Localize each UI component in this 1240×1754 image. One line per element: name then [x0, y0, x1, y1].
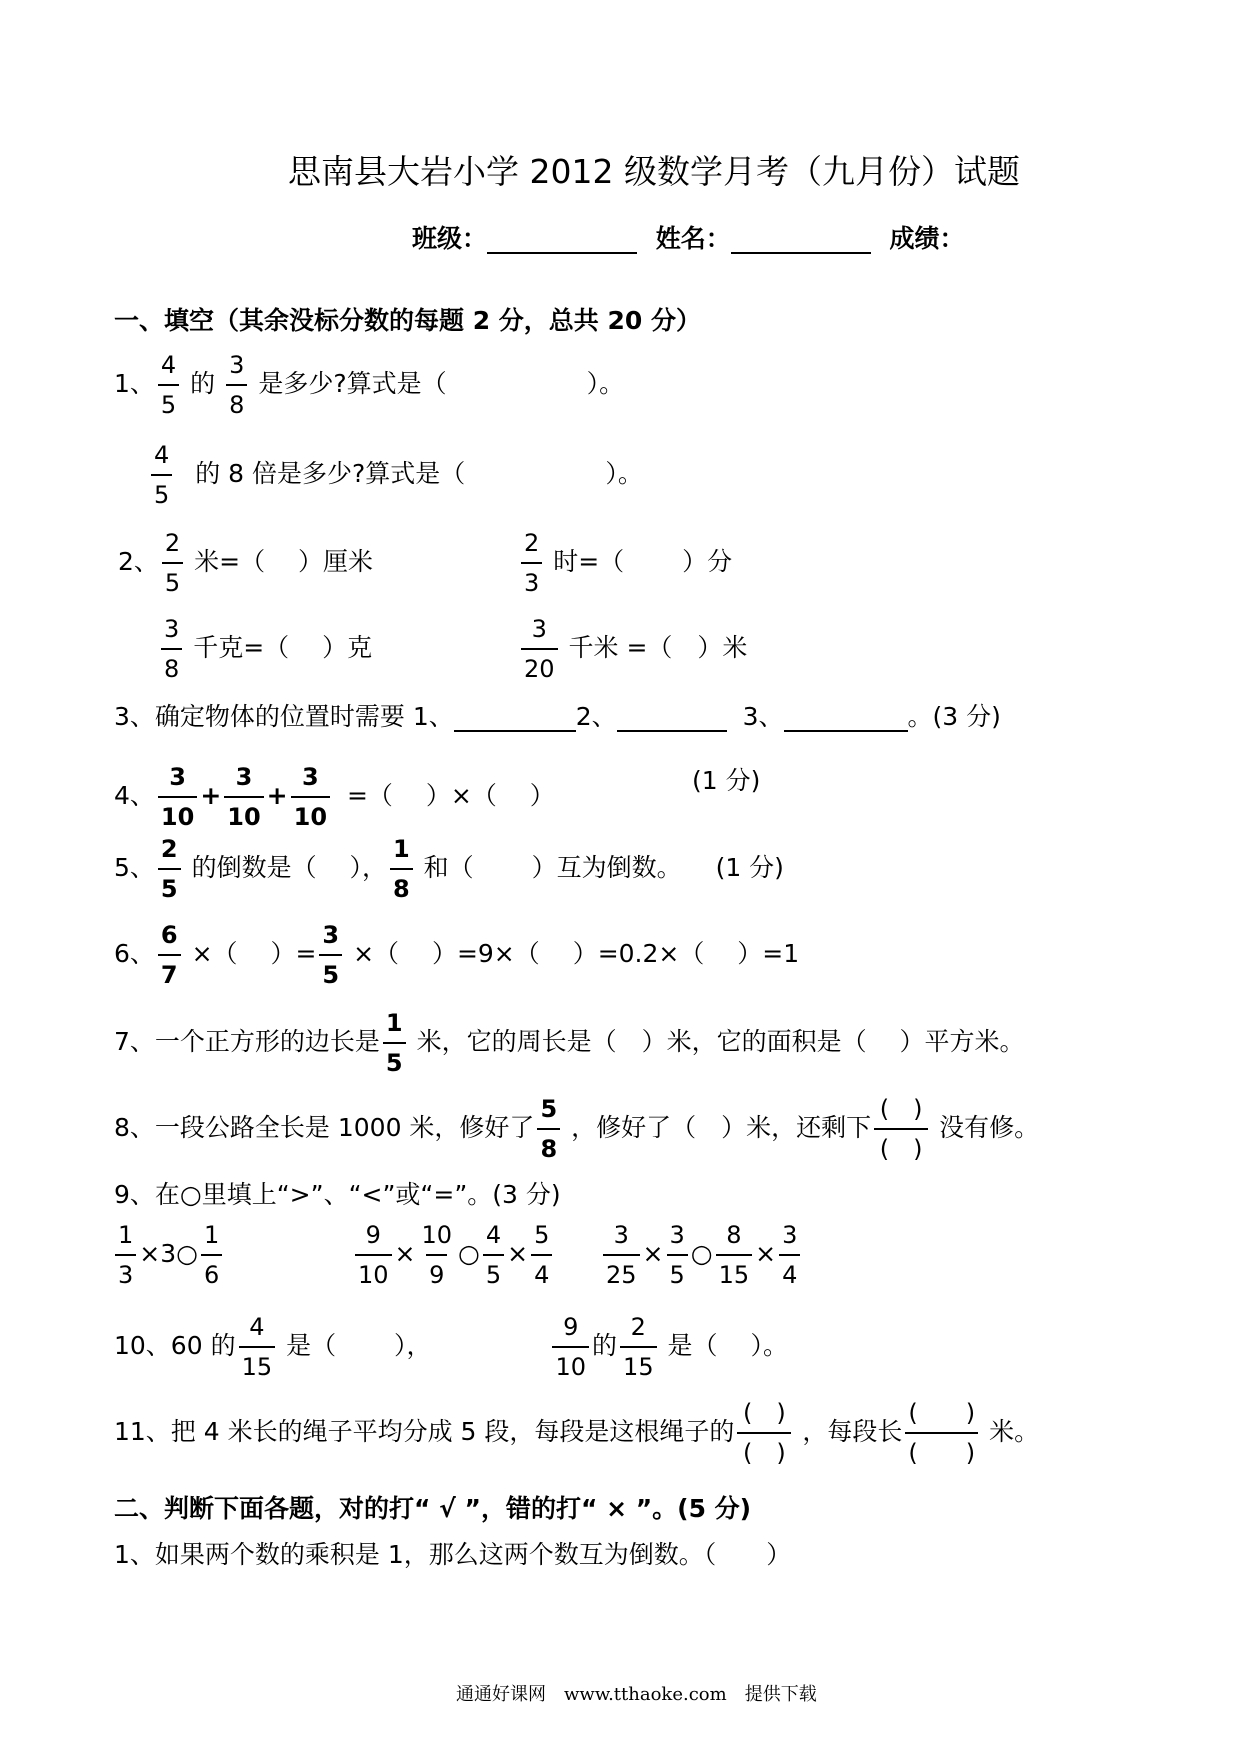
- fraction: $\frac{3}{10}$: [224, 762, 263, 832]
- question-number: 1、: [114, 369, 155, 398]
- question-2c: [158, 614, 372, 684]
- fraction: $\frac{2}{3}$: [521, 528, 542, 598]
- fraction: $\frac{1}{6}$: [201, 1220, 222, 1290]
- text: 是（ ），: [286, 1331, 432, 1360]
- text: ，修好了（ ）米，还剩下: [571, 1113, 872, 1142]
- score-label: 成绩：: [889, 224, 965, 253]
- fraction: $\frac{1}{5}$: [383, 1008, 406, 1078]
- question-4: [114, 762, 555, 832]
- answer-line[interactable]: [454, 704, 576, 732]
- class-label: 班级：: [412, 224, 488, 253]
- class-field[interactable]: [487, 226, 637, 254]
- text: 和（ ）互为倒数。: [423, 853, 682, 882]
- question-2b: [518, 528, 732, 598]
- fraction: $\frac{2}{5}$: [162, 528, 183, 598]
- answer-line[interactable]: [784, 704, 908, 732]
- section1-heading: 一、填空（其余没标分数的每题 2 分，总共 20 分）: [114, 306, 702, 335]
- question-8: [114, 1094, 1039, 1164]
- text: 的: [190, 369, 216, 398]
- plus-sign: +: [266, 781, 288, 810]
- answer-line[interactable]: [617, 704, 727, 732]
- fraction: $\frac{4}{5}$: [151, 440, 172, 510]
- fraction: $\frac{3}{8}$: [226, 350, 247, 420]
- times-sign: ×: [642, 1239, 664, 1268]
- question-number: 5、: [114, 853, 155, 882]
- fraction: $\frac{9}{10}$: [355, 1220, 392, 1290]
- text: 千克=（ ）克: [193, 633, 373, 662]
- text: 3、: [742, 702, 784, 731]
- fraction: $\frac{6}{7}$: [158, 920, 181, 990]
- question-number: 2、: [118, 547, 159, 576]
- text: 2、: [575, 702, 617, 731]
- name-field[interactable]: [731, 226, 871, 254]
- text: ，每段长: [802, 1417, 903, 1446]
- judgement-question-1: 1、如果两个数的乘积是 1，那么这两个数互为倒数。（ ）: [114, 1540, 792, 1569]
- blank-fraction[interactable]: $\frac{( )}{( )}$: [737, 1398, 791, 1468]
- question-5: [114, 834, 784, 904]
- text: ×（ ）=: [191, 939, 317, 968]
- question-number: 4、: [114, 781, 155, 810]
- text: 8、一段公路全长是 1000 米，修好了: [114, 1113, 535, 1142]
- question-6: [114, 920, 799, 990]
- question-11: [114, 1398, 1039, 1468]
- name-label: 姓名：: [655, 224, 731, 253]
- text: 的 8 倍是多少?算式是（: [195, 459, 466, 488]
- fraction: $\frac{3}{8}$: [161, 614, 182, 684]
- section2-heading: 二、判断下面各题，对的打“ √ ”，错的打“ × ”。(5 分): [114, 1494, 752, 1523]
- student-info-row: [412, 224, 964, 254]
- footer-credit: 通通好课网 www.tthaoke.com 提供下载: [456, 1684, 817, 1705]
- fraction: $\frac{1}{8}$: [390, 834, 413, 904]
- times-sign: ×: [394, 1239, 416, 1268]
- compare-circle[interactable]: ×3○: [139, 1239, 198, 1268]
- compare-circle[interactable]: ○: [690, 1239, 713, 1268]
- fraction: $\frac{3}{5}$: [667, 1220, 688, 1290]
- question-9: 9、在○里填上“>”、“<”或“=”。(3 分): [114, 1180, 561, 1209]
- fraction: $\frac{2}{5}$: [158, 834, 181, 904]
- fraction: $\frac{10}{9}$: [421, 1221, 453, 1289]
- text: 。(3 分): [907, 702, 1001, 731]
- text: ）。: [586, 369, 625, 398]
- fraction: $\frac{1}{3}$: [115, 1220, 136, 1290]
- fraction: $\frac{3}{10}$: [158, 762, 197, 832]
- fraction: $\frac{4}{5}$: [158, 350, 179, 420]
- fraction: $\frac{8}{15}$: [716, 1220, 753, 1290]
- page-title: 思南县大岩小学 2012 级数学月考（九月份）试题: [288, 152, 1020, 191]
- text: ×（ ）=9×（ ）=0.2×（ ）=1: [353, 939, 800, 968]
- question-number: 6、: [114, 939, 155, 968]
- question-1b: [148, 440, 643, 510]
- compare-circle[interactable]: ○: [458, 1239, 480, 1268]
- text: 米=（ ）厘米: [194, 547, 374, 576]
- score-note: (1 分): [715, 853, 784, 882]
- question-1a: [114, 350, 624, 420]
- fraction: $\frac{4}{15}$: [239, 1312, 276, 1382]
- question-3: [114, 702, 1001, 732]
- text: 11、把 4 米长的绳子平均分成 5 段，每段是这根绳子的: [114, 1417, 735, 1446]
- plus-sign: +: [200, 781, 222, 810]
- comparison-group-2: [352, 1220, 555, 1290]
- fraction: $\frac{3}{25}$: [603, 1220, 640, 1290]
- times-sign: ×: [755, 1239, 777, 1268]
- text: 米，它的周长是（ ）米，它的面积是（ ）平方米。: [416, 1027, 1025, 1056]
- question-2a: [118, 528, 373, 598]
- times-sign: ×: [507, 1239, 529, 1268]
- question-2d: [518, 614, 747, 684]
- text: 是（ ）。: [667, 1331, 788, 1360]
- question-7: [114, 1008, 1025, 1078]
- text: 是多少?算式是（: [258, 369, 447, 398]
- fraction: $\frac{5}{4}$: [531, 1220, 552, 1290]
- text: 10、60 的: [114, 1331, 236, 1360]
- text: 3、确定物体的位置时需要 1、: [114, 702, 454, 731]
- text: 的倒数是（ ），: [191, 853, 388, 882]
- text: 时=（ ）分: [553, 547, 733, 576]
- score-note: (1 分): [692, 766, 761, 795]
- comparison-group-1: [112, 1220, 225, 1290]
- text: 千米 =（ ）米: [568, 633, 748, 662]
- fraction: $\frac{3}{10}$: [291, 762, 330, 832]
- fraction: $\frac{3}{5}$: [319, 920, 342, 990]
- fraction: $\frac{4}{5}$: [483, 1220, 504, 1290]
- fraction: $\frac{9}{10}$: [552, 1312, 589, 1382]
- text: 7、一个正方形的边长是: [114, 1027, 380, 1056]
- text: =（ ）×（ ）: [346, 781, 555, 810]
- text: 米。: [989, 1417, 1040, 1446]
- blank-fraction[interactable]: $\frac{( )}{( )}$: [874, 1094, 928, 1164]
- fraction: $\frac{3}{4}$: [779, 1220, 800, 1290]
- fraction: $\frac{3}{20}$: [521, 614, 558, 684]
- blank-fraction[interactable]: $\frac{( )}{( )}$: [905, 1398, 978, 1468]
- text: 的: [592, 1331, 618, 1360]
- fraction: $\frac{5}{8}$: [537, 1094, 560, 1164]
- fraction: $\frac{2}{15}$: [620, 1312, 657, 1382]
- text: ）。: [605, 459, 643, 488]
- comparison-group-3: [600, 1220, 803, 1290]
- question-10: [114, 1312, 788, 1382]
- text: 没有修。: [939, 1113, 1040, 1142]
